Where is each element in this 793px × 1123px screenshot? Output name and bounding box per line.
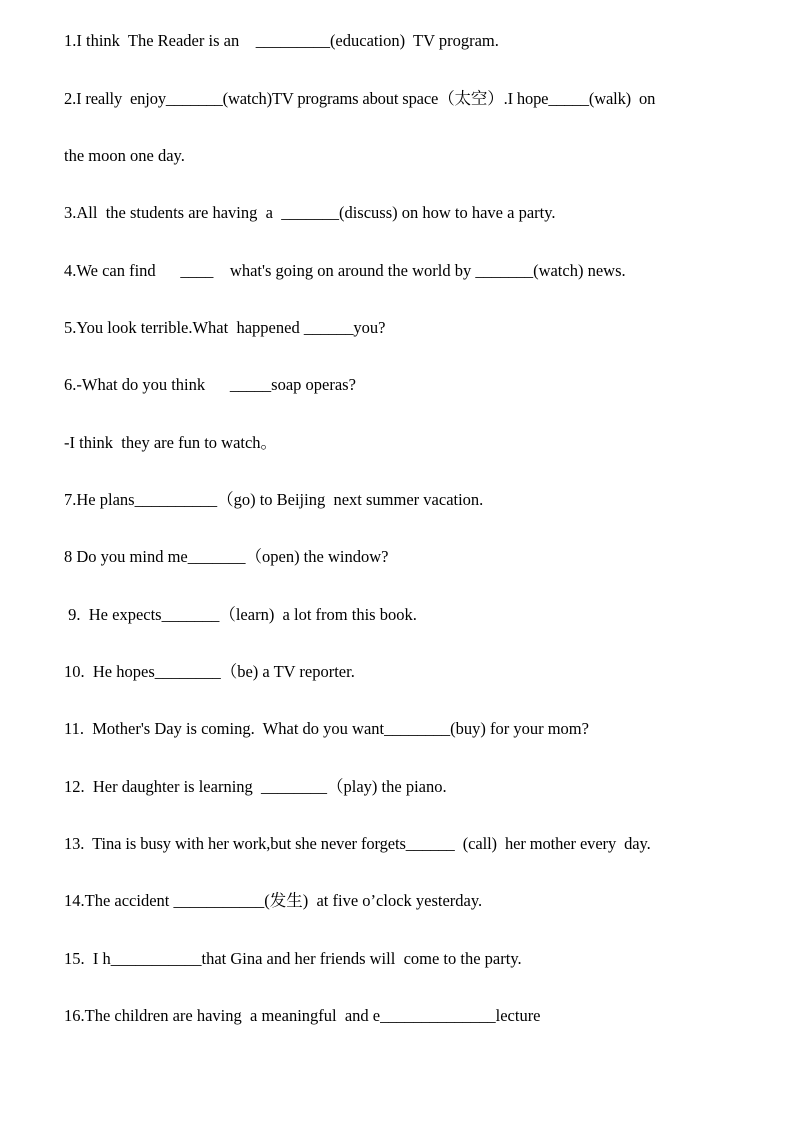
exercise-15: 15. I h___________that Gina and her friends will come to the party. [64,949,522,968]
exercise-4: 4.We can find ____ what's going on around the world by _______(watch) news. [64,261,626,280]
exercise-14: 14.The accident ___________(发生) at five o’clock yesterday. [64,891,483,910]
exercise-11: 11. Mother's Day is coming. What do you want________(buy) for your mom? [64,719,589,738]
exercise-10: 10. He hopes________（be) a TV reporter. [64,662,355,681]
exercise-2-cont: the moon one day. [64,146,185,165]
exercise-2: 2.I really enjoy_______(watch)TV programs about space（太空）.I hope_____(walk) on [64,89,656,108]
exercise-1: 1.I think The Reader is an _________(education) TV program. [64,31,499,50]
exercise-12: 12. Her daughter is learning ________（play) the piano. [64,777,447,796]
exercise-3: 3.All the students are having a _______(discuss) on how to have a party. [64,203,556,222]
exercise-8: 8 Do you mind me_______（open) the window? [64,547,389,566]
exercise-6: 6.-What do you think _____soap operas? [64,375,356,394]
exercise-6-answer: -I think they are fun to watch。 [64,433,278,452]
exercise-13: 13. Tina is busy with her work,but she never forgets______ (call) her mother every day. [64,834,651,853]
exercise-16: 16.The children are having a meaningful and e______________lecture [64,1006,541,1025]
exercise-7: 7.He plans__________（go) to Beijing next summer vacation. [64,490,484,509]
exercise-5: 5.You look terrible.What happened ______you? [64,318,386,337]
exercise-9: 9. He expects_______（learn) a lot from this book. [64,605,417,624]
